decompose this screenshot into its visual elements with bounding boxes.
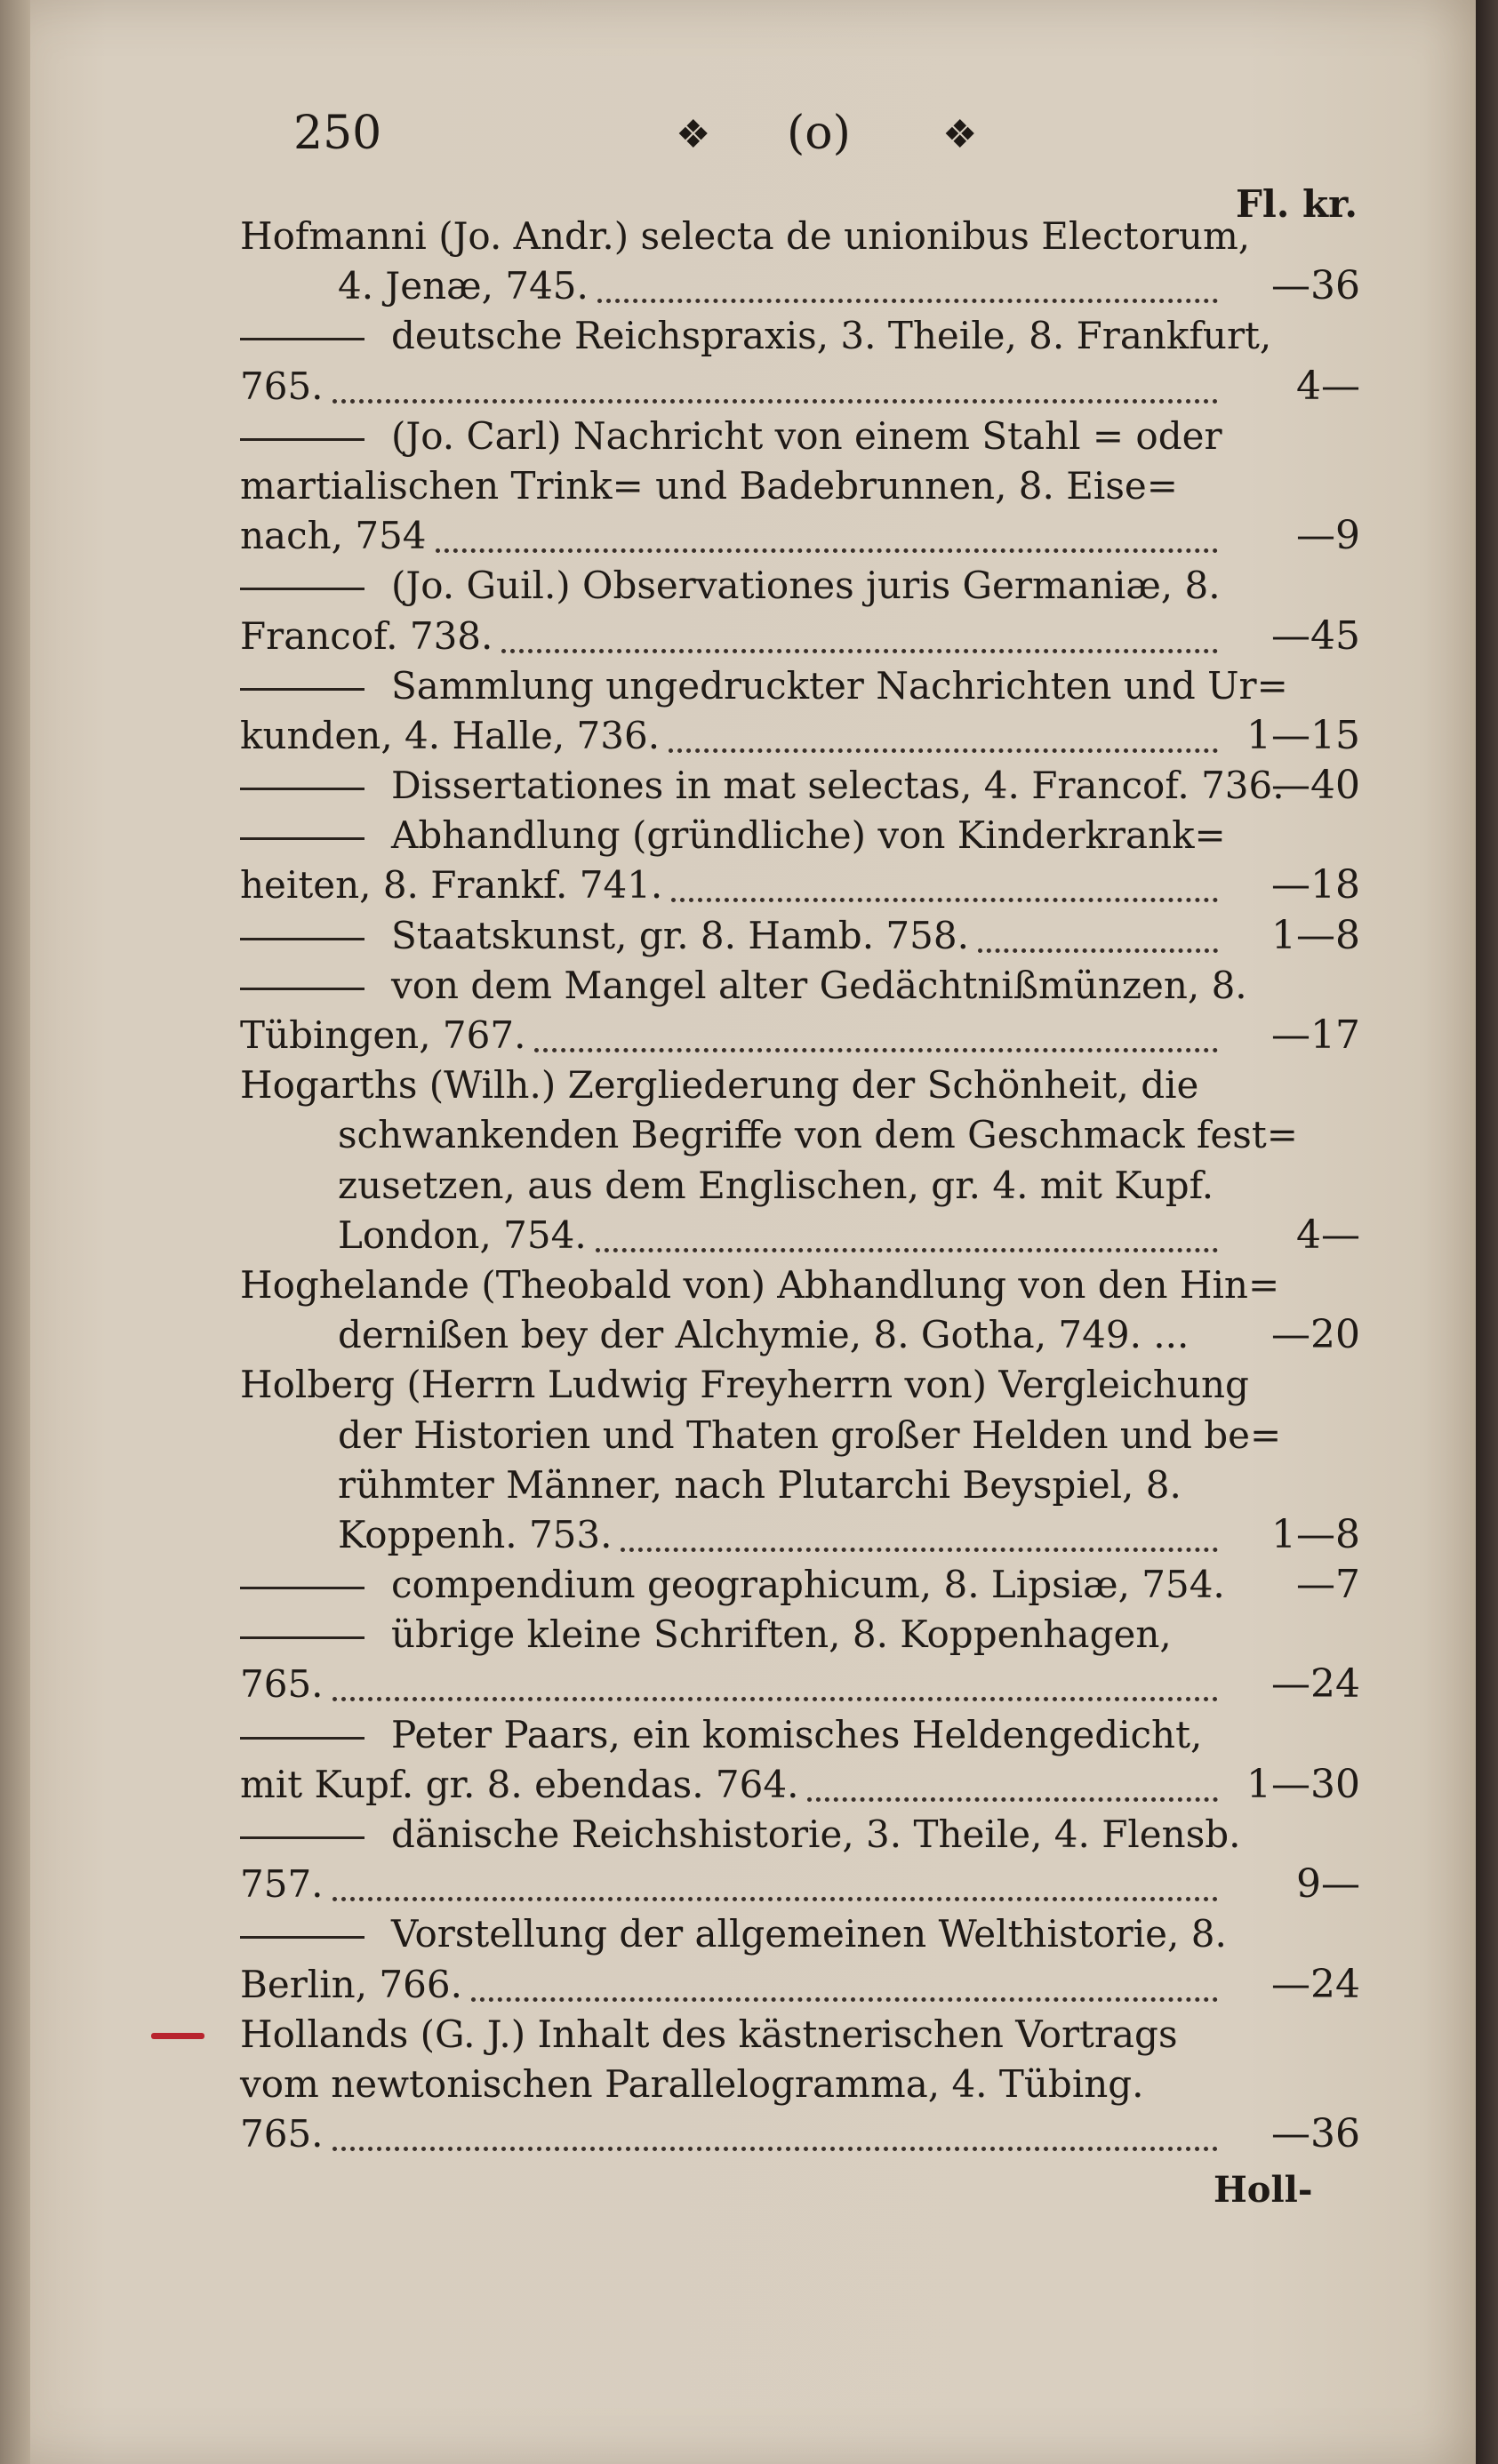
entry-price: —17 (1271, 1012, 1360, 1058)
running-header (0, 107, 1476, 226)
entry-text: nach, 754 (240, 514, 427, 558)
entry-line (240, 761, 1360, 811)
entry-text: Peter Paars, ein komisches Heldengedicht, (391, 1712, 1203, 1756)
leader-dots (332, 394, 1218, 404)
page-number: 250 (293, 107, 382, 160)
entry-text: Hollands (G. J.) Inhalt des kästnerischen Vortrags (240, 2012, 1178, 2056)
entry-line (240, 1310, 1360, 1360)
catalog-entries (240, 212, 1360, 2159)
entry-price: —9 (1296, 513, 1360, 559)
entry-text: Hofmanni (Jo. Andr.) selecta de unionibus Electorum, (240, 214, 1251, 258)
ditto-dash (240, 338, 364, 340)
entry-text: zusetzen, aus dem Englischen, gr. 4. mit Kupf. (338, 1163, 1214, 1207)
ditto-dash (240, 938, 364, 940)
entry-line (240, 1660, 1360, 1709)
entry-price: 1—8 (1271, 912, 1360, 958)
entry-text: 757. (240, 1862, 324, 1907)
entry-line (240, 1060, 1360, 1110)
entry-line (240, 1610, 1360, 1660)
ditto-dash (240, 1587, 364, 1589)
entry-text: heiten, 8. Frankf. 741. (240, 863, 663, 908)
entry-line (240, 1860, 1360, 1909)
leader-dots (807, 1792, 1218, 1802)
entry-text: Vorstellung der allgemeinen Welthistorie, 8. (391, 1912, 1227, 1956)
red-marginal-mark (151, 2033, 204, 2039)
entry-line (240, 1909, 1360, 1959)
leader-dots (332, 2141, 1218, 2151)
entry-line (240, 612, 1360, 661)
entry-text: kunden, 4. Halle, 736. (240, 713, 661, 757)
leader-dots (471, 1992, 1218, 2002)
leader-dots (332, 1692, 1218, 1701)
entry-line (240, 1360, 1360, 1410)
leader-dots (671, 892, 1218, 902)
entry-line (240, 811, 1360, 860)
entry-line (240, 362, 1360, 412)
entry-price: —36 (1271, 263, 1360, 309)
entry-text: mit Kupf. gr. 8. ebendas. 764. (240, 1762, 799, 1806)
ditto-dash (240, 1636, 364, 1639)
entry-line (240, 661, 1360, 711)
leader-dots (436, 543, 1218, 553)
entry-text: Tübingen, 767. (240, 1013, 526, 1057)
ditto-dash (240, 1836, 364, 1839)
entry-text: Abhandlung (gründliche) von Kinderkrank= (391, 813, 1226, 858)
entry-text: 765. (240, 364, 324, 408)
entry-text: Staatskunst, gr. 8. Hamb. 758. (391, 913, 969, 957)
entry-text: vom newtonischen Parallelogramma, 4. Tübing. (240, 2061, 1144, 2106)
entry-text: Holberg (Herrn Ludwig Freyherrn von) Vergleichung (240, 1363, 1249, 1407)
header-center-mark: (o) (787, 107, 851, 160)
entry-price: 1—30 (1246, 1761, 1360, 1807)
entry-line (240, 1810, 1360, 1860)
entry-text: Berlin, 766. (240, 1962, 462, 2006)
entry-text: Hoghelande (Theobald von) Abhandlung von den Hin= (240, 1262, 1280, 1307)
entry-text: Koppenh. 753. (338, 1512, 613, 1556)
ditto-dash (240, 1737, 364, 1740)
entry-price: —40 (1271, 763, 1360, 809)
leader-dots (669, 743, 1218, 753)
ditto-dash (240, 1936, 364, 1939)
entry-price: —24 (1271, 1661, 1360, 1708)
entry-text: übrige kleine Schriften, 8. Koppenhagen, (391, 1612, 1172, 1657)
entry-price: —45 (1271, 612, 1360, 659)
entry-text: (Jo. Guil.) Observationes juris Germaniæ, 8. (391, 564, 1221, 608)
leader-dots (978, 943, 1218, 953)
leader-dots (534, 1043, 1218, 1052)
page-edge (1476, 0, 1498, 2464)
entry-price: 1—15 (1246, 712, 1360, 758)
entry-text: London, 754. (338, 1212, 587, 1257)
entry-line (240, 1211, 1360, 1260)
entry-line (240, 961, 1360, 1011)
entry-line (240, 1760, 1360, 1810)
entry-line (240, 461, 1360, 511)
entry-text: rühmter Männer, nach Plutarchi Beyspiel, 8. (338, 1462, 1182, 1507)
ditto-dash (240, 588, 364, 590)
entry-line (240, 1161, 1360, 1211)
entry-line (240, 561, 1360, 611)
entry-line (240, 2010, 1360, 2060)
entry-text: 4. Jenæ, 745. (338, 264, 589, 308)
entry-text: Francof. 738. (240, 613, 493, 658)
ditto-dash (240, 688, 364, 691)
entry-text: 765. (240, 1662, 324, 1707)
entry-text: Hogarths (Wilh.) Zergliederung der Schönheit, die (240, 1063, 1199, 1108)
entry-text: deutsche Reichspraxis, 3. Theile, 8. Frankfurt, (391, 314, 1272, 358)
entry-line (240, 711, 1360, 761)
entry-text: Dissertationes in mat selectas, 4. Francof. 736. (391, 764, 1285, 808)
entry-line (240, 412, 1360, 461)
entry-price: 1—8 (1271, 1511, 1360, 1557)
page-binding (0, 0, 30, 2464)
entry-price: —36 (1271, 2111, 1360, 2157)
entry-line (240, 212, 1360, 261)
entry-line (240, 1460, 1360, 1510)
entry-text: von dem Mangel alter Gedächtnißmünzen, 8. (391, 963, 1247, 1007)
entry-line (240, 1260, 1360, 1310)
entry-text: compendium geographicum, 8. Lipsiæ, 754. (391, 1563, 1225, 1607)
entry-text: 765. (240, 2112, 324, 2156)
leader-dots (501, 644, 1218, 653)
entry-line (240, 911, 1360, 961)
ditto-dash (240, 988, 364, 990)
entry-text: (Jo. Carl) Nachricht von einem Stahl = oder (391, 413, 1222, 458)
entry-price: 9— (1296, 1861, 1360, 1908)
entry-line (240, 1011, 1360, 1060)
entry-line (240, 2060, 1360, 2109)
leader-dots (597, 293, 1218, 303)
ditto-dash (240, 837, 364, 840)
entry-line (240, 261, 1360, 311)
entry-price: 4— (1296, 363, 1360, 409)
entry-price: —24 (1271, 1961, 1360, 2007)
entry-line (240, 1560, 1360, 1610)
leader-dots (596, 1243, 1218, 1252)
ornament-left-icon: ❖ (676, 112, 711, 157)
entry-price: 4— (1296, 1212, 1360, 1258)
entry-line (240, 1510, 1360, 1560)
entry-price: —18 (1271, 862, 1360, 908)
entry-line (240, 511, 1360, 561)
entry-line (240, 1710, 1360, 1760)
price-column-heading: Fl. kr. (1236, 182, 1358, 226)
entry-price: —7 (1296, 1562, 1360, 1608)
entry-line (240, 1960, 1360, 2010)
entry-line (240, 311, 1360, 361)
entry-line (240, 1411, 1360, 1460)
entry-text: schwankenden Begriffe von dem Geschmack fest= (338, 1113, 1298, 1157)
entry-text: Sammlung ungedruckter Nachrichten und Ur= (391, 663, 1288, 708)
entry-text: martialischen Trink= und Badebrunnen, 8. Eise= (240, 463, 1178, 508)
leader-dots (621, 1542, 1218, 1552)
entry-text: dänische Reichshistorie, 3. Theile, 4. Flensb. (391, 1812, 1241, 1856)
entry-line (240, 1110, 1360, 1160)
entry-price: —20 (1271, 1312, 1360, 1358)
ornament-right-icon: ❖ (942, 112, 978, 157)
entry-text: dernißen bey der Alchymie, 8. Gotha, 749. ... (338, 1313, 1190, 1357)
entry-line (240, 860, 1360, 910)
entry-line (240, 2109, 1360, 2159)
catchword: Holl- (1214, 2169, 1313, 2211)
entry-text: der Historien und Thaten großer Helden und be= (338, 1412, 1282, 1457)
leader-dots (332, 1892, 1218, 1901)
ditto-dash (240, 438, 364, 441)
ditto-dash (240, 788, 364, 790)
